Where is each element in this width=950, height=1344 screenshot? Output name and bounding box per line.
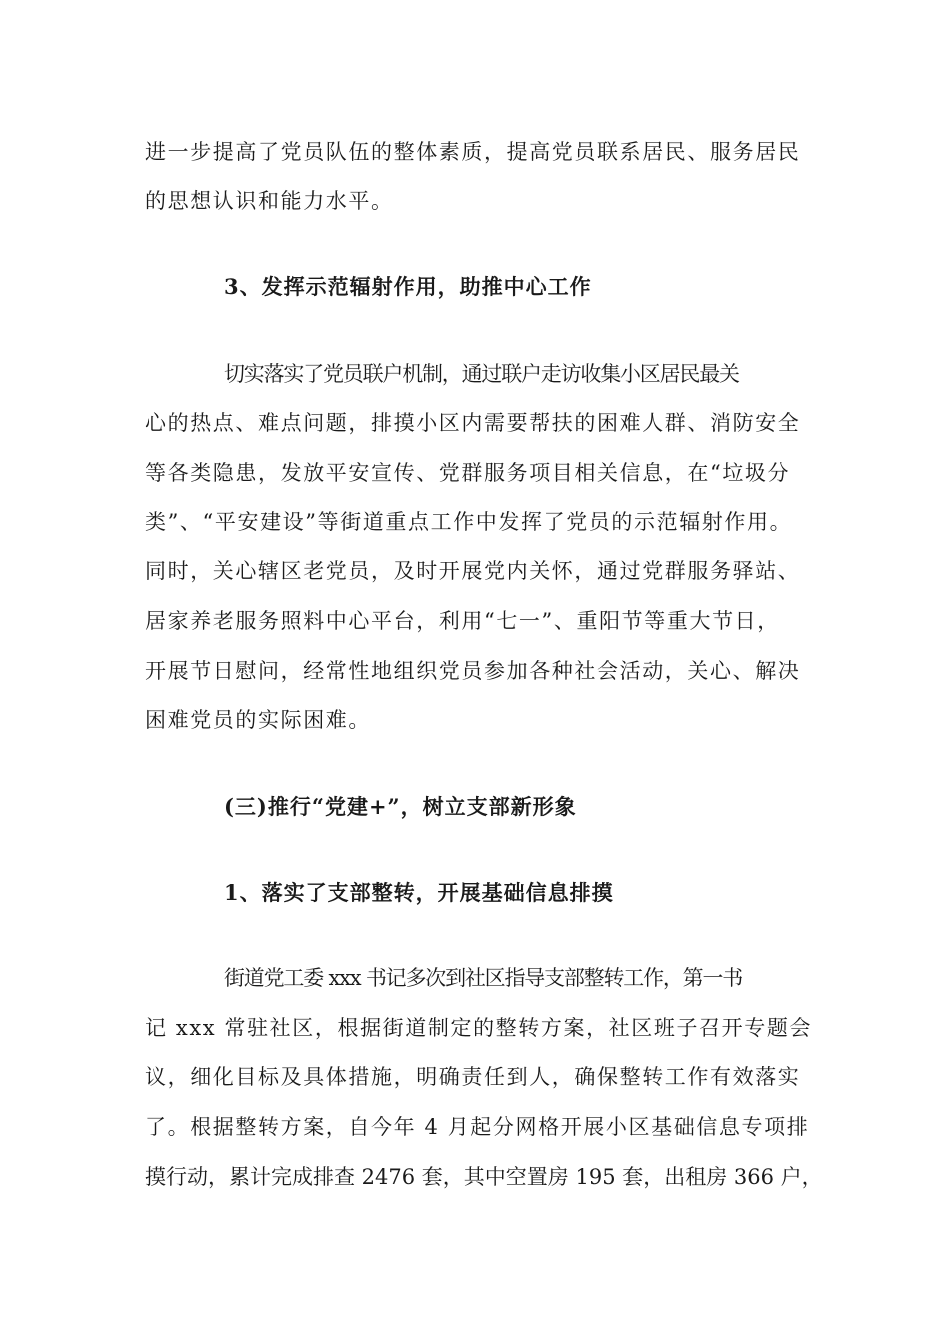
- paragraph-line: 议，细化目标及具体措施，明确责任到人，确保整转工作有效落实: [145, 1065, 801, 1089]
- section-heading: 3、发挥示范辐射作用，助推中心工作: [224, 274, 592, 299]
- paragraph-line: 开展节日慰问，经常性地组织党员参加各种社会活动，关心、解决: [145, 659, 801, 683]
- paragraph-line: 等各类隐患，发放平安宣传、党群服务项目相关信息，在“垃圾分: [145, 461, 791, 485]
- paragraph-line: 了。根据整转方案，自今年 4 月起分网格开展小区基础信息专项排: [145, 1115, 810, 1139]
- section-heading: (三)推行“党建+”，树立支部新形象: [224, 794, 577, 819]
- paragraph-line: 困难党员的实际困难。: [145, 708, 371, 732]
- paragraph-line: 的思想认识和能力水平。: [145, 189, 394, 213]
- section-heading: 1、落实了支部整转，开展基础信息排摸: [224, 880, 614, 905]
- paragraph-line: 进一步提高了党员队伍的整体素质，提高党员联系居民、服务居民: [145, 140, 801, 164]
- paragraph-line: 街道党工委 xxx 书记多次到社区指导支部整转工作，第一书: [224, 966, 743, 990]
- paragraph-line: 摸行动，累计完成排查 2476 套，其中空置房 195 套，出租房 366 户，: [145, 1165, 823, 1189]
- paragraph-line: 类”、“平安建设”等街道重点工作中发挥了党员的示范辐射作用。: [145, 510, 793, 534]
- paragraph-line: 居家养老服务照料中心平台，利用“七一”、重阳节等重大节日，: [145, 609, 780, 633]
- paragraph-line: 切实落实了党员联户机制，通过联户走访收集小区居民最关: [224, 362, 739, 386]
- paragraph-line: 记 xxx 常驻社区，根据街道制定的整转方案，社区班子召开专题会: [145, 1016, 813, 1040]
- paragraph-line: 心的热点、难点问题，排摸小区内需要帮扶的困难人群、消防安全: [145, 411, 801, 435]
- paragraph-line: 同时，关心辖区老党员，及时开展党内关怀，通过党群服务驿站、: [145, 559, 801, 583]
